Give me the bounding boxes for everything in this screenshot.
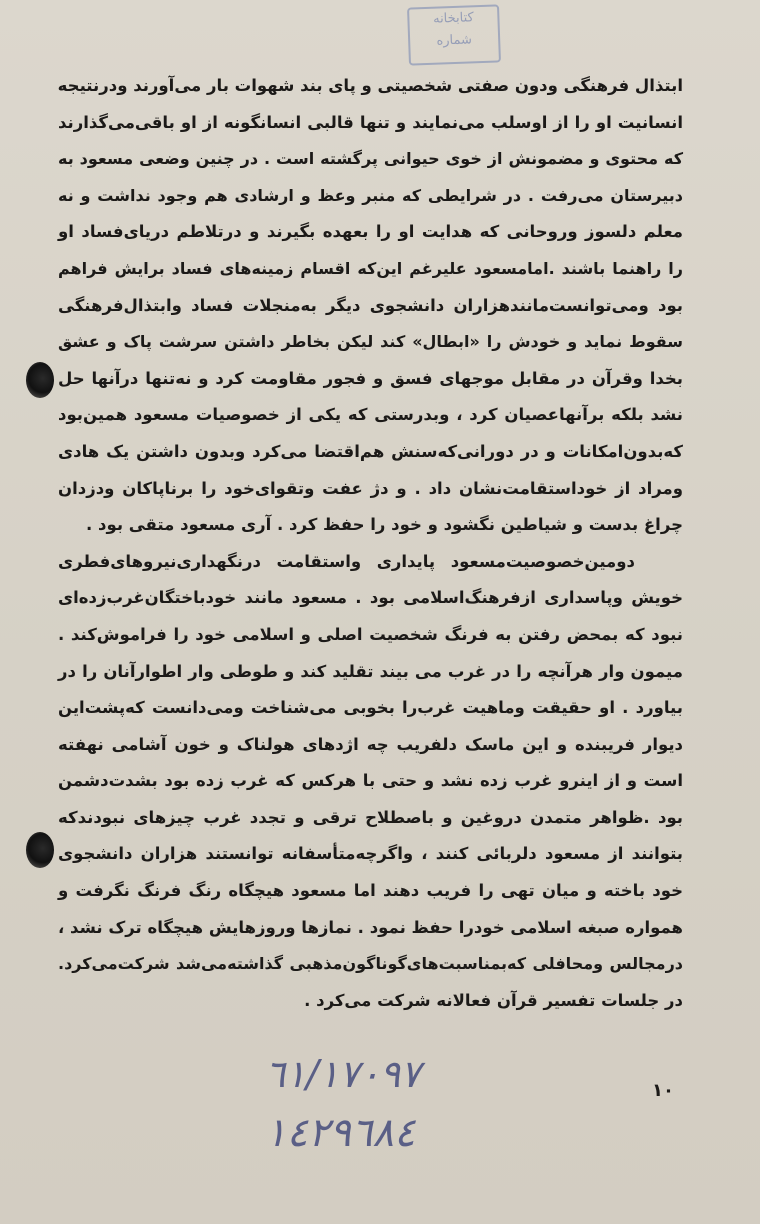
- text-line: که‌بدون‌امکانات و در دورانی‌که‌سنش هم‌اقتضا می‌کرد وبدون داشتن یک هادی: [58, 441, 683, 461]
- text-line: دومین‌خصوصیت‌مسعود پایداری واستقامت درنگهداری‌نیروهای‌فطری: [58, 551, 635, 571]
- text-line: چراغ بدست و شیاطین نگشود و خود را حفظ کرد . آری مسعود متقی بود .: [86, 515, 683, 535]
- text-line: را راهنما باشند .امامسعود علیرغم این‌که اقسام زمینه‌های فساد برایش فراهم: [58, 258, 683, 278]
- text-line: بود .ظواهر متمدن دروغین و باصطلاح ترقی و تجدد غرب چیزهای نبودندکه: [58, 807, 683, 827]
- text-line: درمجالس ومحافلی که‌بمناسبت‌های‌گوناگون‌مذهبی گذاشته‌می‌شد شرکت‌می‌کرد.: [58, 954, 683, 974]
- text-line: بخدا وقرآن در مقابل موجهای فسق و فجور مقاومت کرد و نه‌تنها درآنها حل: [58, 368, 683, 388]
- text-line: میمون وار هرآنچه را در غرب می بیند تقلید کند و طوطی وار اطوارآنان را در: [58, 661, 683, 681]
- text-line: نشد بلکه برآنهاعصیان کرد ، وبدرستی که یکی از خصوصیات مسعود همین‌بود: [58, 405, 683, 425]
- text-line: در جلسات تفسیر قرآن فعالانه شرکت می‌کرد .: [304, 990, 683, 1010]
- paragraph-1: [58, 68, 683, 544]
- handwritten-number-2: ١٤٢٩٦٨٤: [265, 1110, 416, 1156]
- text-line: دبیرستان می‌رفت . در شرایطی که منبر وعظ و ارشادی هم وجود نداشت و نه: [58, 185, 683, 205]
- text-line: سقوط نماید و خودش را «ابطال» کند لیکن بخاطر داشتن سرشت پاک و عشق: [58, 332, 683, 352]
- text-line: ومراد از خوداستقامت‌نشان داد . و دژ عفت وتقوای‌خود را برناپاکان ودزدان: [58, 478, 683, 498]
- text-line: است و از اینرو غرب زده نشد و حتی با هرکس که غرب زده بود بشدت‌دشمن: [58, 771, 683, 791]
- text-line: خود باخته و میان تهی را فریب دهند اما مسعود هیچگاه رنگ فرنگ نگرفت و: [58, 881, 683, 901]
- text-line: بود ومی‌توانست‌مانندهزاران دانشجوی دیگر به‌منجلات فساد وابتذال‌فرهنگی: [58, 295, 683, 315]
- text-line: انسانیت او را از اوسلب می‌نمایند و تنها قالبی انسانگونه از او باقی‌می‌گذارند: [58, 112, 683, 132]
- library-stamp: [407, 4, 501, 65]
- paragraph-2: [58, 544, 683, 1020]
- stamp-line-1: کتابخانه: [432, 10, 474, 27]
- text-line: بیاورد . او حقیقت وماهیت غرب‌را بخوبی می‌شناخت ومی‌دانست که‌پشت‌این: [58, 698, 683, 718]
- binding-hole-icon: [26, 362, 54, 398]
- page-number: ۱۰: [652, 1080, 674, 1101]
- handwritten-number-1: ٦١/١٧٠٩٧: [265, 1052, 421, 1096]
- stamp-line-2: شماره: [436, 32, 473, 49]
- text-line: دیوار فریبنده و این ماسک دلفریب چه اژدهای هولناک و خون آشامی نهفته: [58, 734, 683, 754]
- body-text: [58, 68, 683, 1019]
- text-line: خویش وپاسداری ازفرهنگ‌اسلامی بود . مسعود مانند خودباختگان‌غرب‌زده‌ای: [58, 588, 683, 608]
- text-line: که محتوی و مضمونش از خوی حیوانی پرگشته است . در چنین وضعی مسعود به: [58, 149, 683, 169]
- text-line: همواره صبغه اسلامی خودرا حفظ نمود . نمازها وروزهایش هیچگاه ترک نشد ،: [58, 917, 683, 937]
- text-line: بتوانند از مسعود دلربائی کنند ، واگرچه‌متأسفانه توانستند هزاران دانشجوی: [58, 844, 683, 864]
- text-line: نبود که بمحض رفتن به فرنگ شخصیت اصلی و اسلامی خود را فراموش‌کند .: [58, 624, 683, 644]
- text-line: معلم دلسوز وروحانی که هدایت او را بعهده بگیرند و درتلاطم دریای‌فساد او: [58, 222, 683, 242]
- text-line: ابتذال فرهنگی ودون صفتی شخصیتی و پای بند شهوات بار می‌آورند ودرنتیجه: [57, 76, 683, 95]
- binding-hole-icon: [26, 832, 54, 868]
